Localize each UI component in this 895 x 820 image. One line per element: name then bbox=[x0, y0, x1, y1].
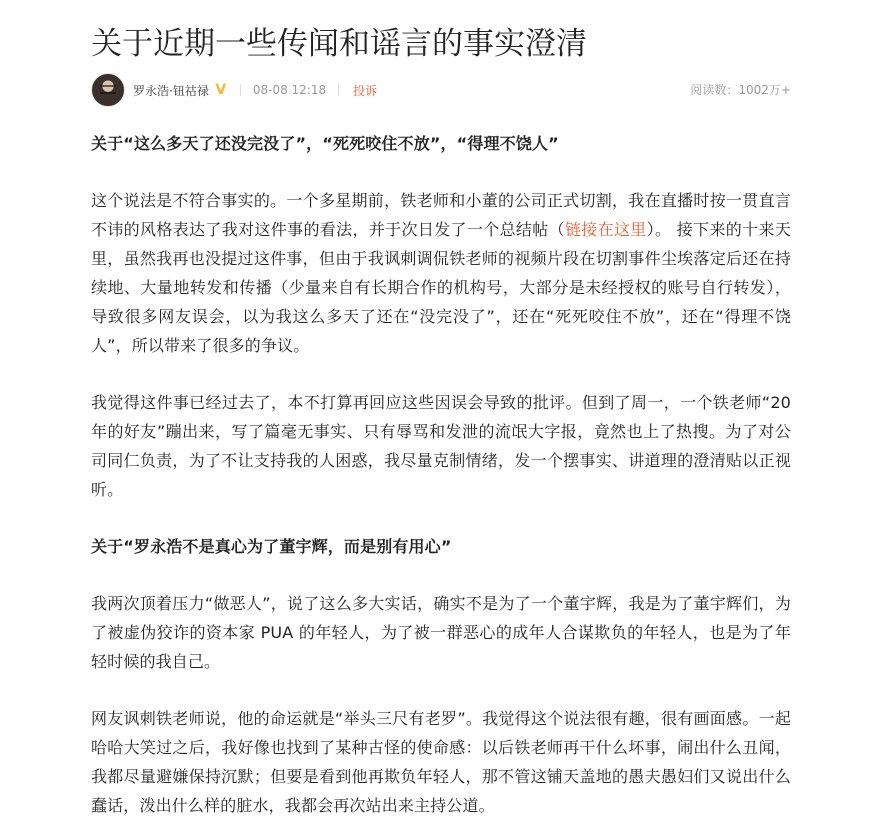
paragraph: 我觉得这件事已经过去了，本不打算再回应这些因误会导致的批评。但到了周一，一个铁老师“20年的好友”蹦出来，写了篇毫无事实、只有辱骂和发泄的流氓大字报，竟然也上了热搜。为了对公司同仁负责，为了不让支持我的人困惑，我尽量克制情绪，发一个摆事实、讲道理的澄清贴以正视听。 bbox=[91, 393, 791, 499]
article-title: 关于近期一些传闻和谣言的事实澄清 bbox=[91, 26, 587, 62]
section-heading: 关于“这么多天了还没完没了”，“死死咬住不放”，“得理不饶人” bbox=[91, 134, 559, 153]
paragraph-text: ）。 接下来的十来天里，虽然我再也没提过这件事，但由于我讽刺调侃铁老师的视频片段在切割事件尘埃落定后还在持续地、大量地转发和传播（少量来自有长期合作的机构号，大部分是未经授权的账号自行转发），导致很多网友误会，以为我这么多天了还在“没完没了”，还在“死死咬住不放”，还在“得理不饶人”，所以带来了很多的争议。 bbox=[91, 220, 791, 355]
paragraph: 网友讽刺铁老师说，他的命运就是“举头三尺有老罗”。我觉得这个说法很有趣，很有画面感。一起哈哈大笑过之后，我好像也找到了某种古怪的使命感：以后铁老师再干什么坏事，闹出什么丑闻，我都尽量避嫌保持沉默；但要是看到他再欺负年轻人，那不管这铺天盖地的愚夫愚妇们又说出什么蠢话，泼出什么样的脏水，我都会再次站出来主持公道。 bbox=[91, 709, 791, 815]
author-name[interactable]: 罗永浩·钮祜禄 bbox=[133, 83, 209, 98]
section-heading: 关于“罗永浩不是真心为了董宇辉，而是别有用心” bbox=[91, 537, 452, 556]
meta-divider bbox=[240, 84, 241, 96]
paragraph: 我两次顶着压力“做恶人”，说了这么多大实话，确实不是为了一个董宇辉，我是为了董宇辉们，为了被虚伪狡诈的资本家 PUA 的年轻人，为了被一群恶心的成年人合谋欺负的年轻人，也是为了年轻时候的我自己。 bbox=[91, 594, 791, 671]
avatar[interactable] bbox=[91, 73, 125, 107]
paragraph-text: 这个说法是不符合事实的。一个多星期前，铁老师和小董的公司正式切割，我在直播时按一贯直言不讳的风格表达了我对这件事的看法，并于次日发了一个总结帖（ bbox=[91, 191, 791, 239]
meta-divider bbox=[338, 84, 339, 96]
report-link[interactable]: 投诉 bbox=[353, 83, 378, 98]
article-meta bbox=[91, 72, 801, 108]
view-count: 阅读数：1002万+ bbox=[690, 83, 791, 97]
article bbox=[91, 0, 801, 820]
publish-time: 08-08 12:18 bbox=[252, 83, 327, 97]
paragraph bbox=[91, 186, 791, 360]
verified-v-icon: V bbox=[215, 82, 227, 98]
article-content bbox=[91, 129, 791, 820]
inline-link[interactable]: 链接在这里 bbox=[564, 220, 647, 239]
